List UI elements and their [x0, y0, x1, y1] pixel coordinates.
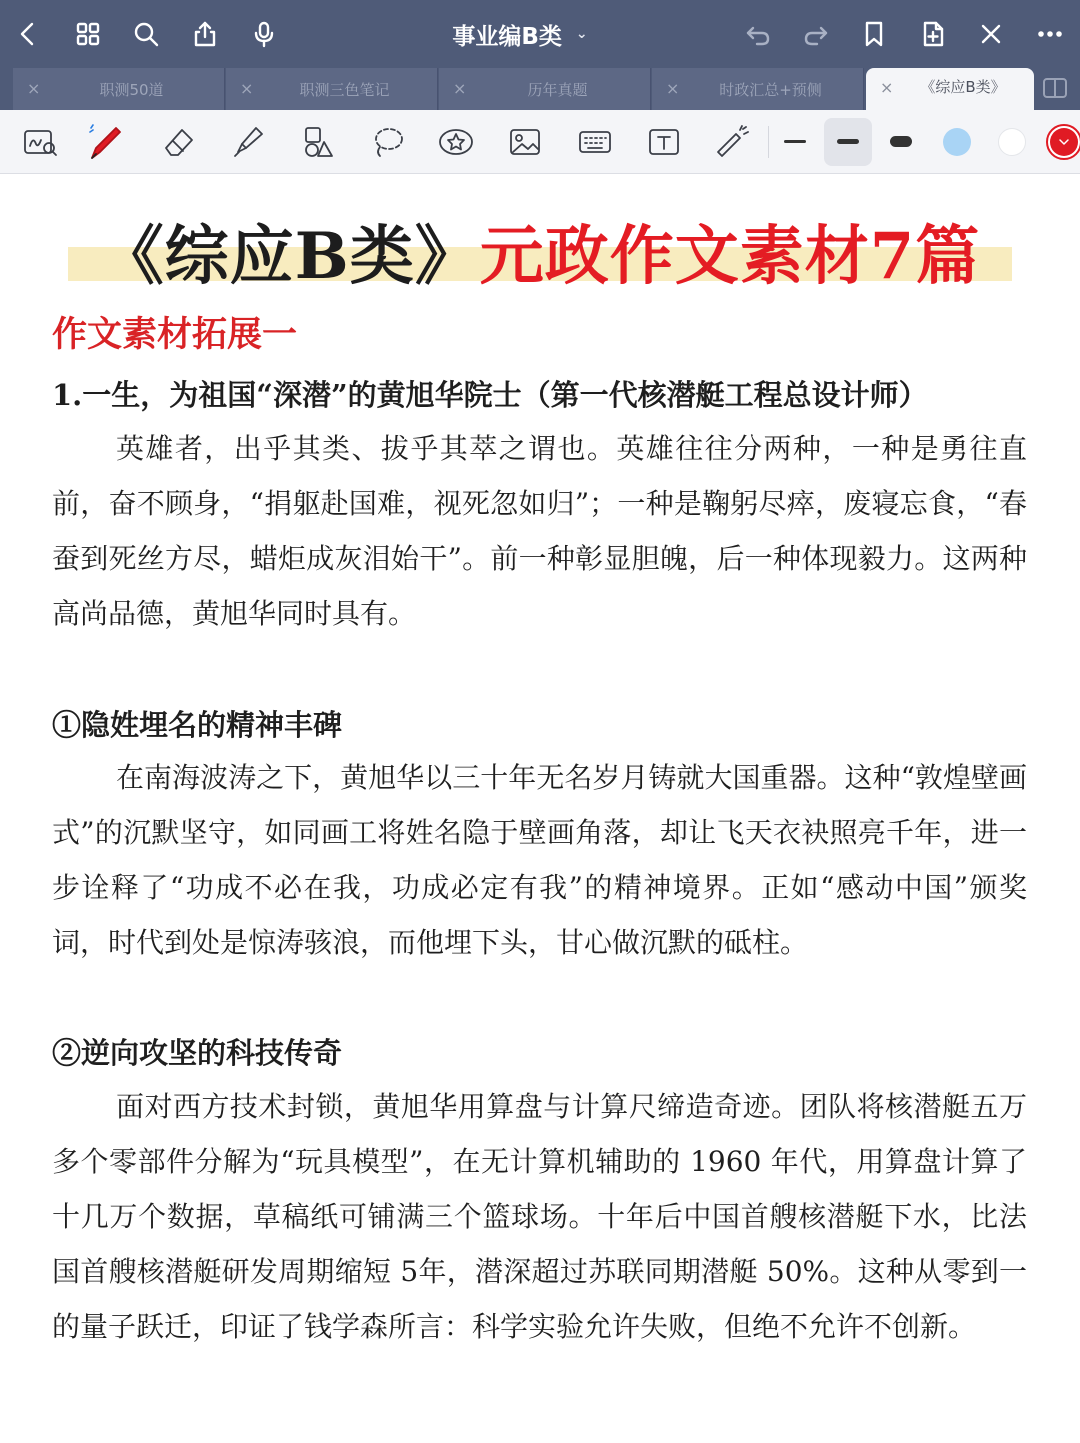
stroke-medium-icon[interactable]: [824, 118, 872, 166]
sticker-icon[interactable]: [432, 118, 480, 166]
bookmark-icon[interactable]: [854, 14, 894, 54]
highlighter-icon[interactable]: [224, 118, 272, 166]
document-title[interactable]: [420, 16, 620, 52]
tab-2[interactable]: [226, 68, 438, 110]
handwriting-recognition-icon[interactable]: [16, 118, 64, 166]
color-white-swatch[interactable]: [988, 118, 1036, 166]
drawing-toolbar: [0, 110, 1080, 174]
undo-icon[interactable]: [738, 14, 778, 54]
title-black-part: 《综应B类》: [99, 219, 480, 294]
microphone-icon[interactable]: [244, 14, 284, 54]
pen-icon[interactable]: [82, 118, 130, 166]
tab-close-icon[interactable]: ×: [27, 79, 41, 98]
stroke-thin-icon[interactable]: [771, 118, 819, 166]
top-navigation-bar: [0, 0, 1080, 68]
more-icon[interactable]: [1030, 14, 1070, 54]
shapes-icon[interactable]: [294, 118, 342, 166]
search-icon[interactable]: [126, 14, 166, 54]
tab-label: 职测50道: [99, 81, 164, 99]
share-icon[interactable]: [185, 14, 225, 54]
tab-1[interactable]: [13, 68, 225, 110]
chevron-down-icon: ⌄: [575, 26, 588, 42]
tab-label: 时政汇总+预侧: [719, 81, 822, 99]
tab-3[interactable]: [439, 68, 651, 110]
color-light-blue-swatch[interactable]: [933, 118, 981, 166]
item-heading: 1.一生，为祖国“深潜”的黄旭华院士（第一代核潜艇工程总设计师）: [52, 378, 928, 412]
close-icon[interactable]: [971, 14, 1011, 54]
document-main-title: [40, 205, 1040, 297]
subsection-1-paragraph: 在南海波涛之下，黄旭华以三十年无名岁月铸就大国重器。这种“敦煌壁画式”的沉默坚守，如同画工将姓名隐于壁画角落，却让飞天衣袂照亮千年，进一步诠释了“功成不必在我，功成必定有我”的精神境界。正如“感动中国”颁奖词，时代到处是惊涛骇浪，而他埋下头，甘心做沉默的砥柱。: [52, 761, 1027, 959]
tab-close-icon[interactable]: ×: [453, 79, 467, 98]
split-view-icon[interactable]: [1042, 76, 1070, 102]
tab-4[interactable]: [652, 68, 864, 110]
tab-close-icon[interactable]: ×: [666, 79, 680, 98]
lasso-icon[interactable]: [364, 118, 412, 166]
tab-strip: [0, 68, 1080, 110]
tab-label: 《综应B类》: [920, 78, 1006, 96]
keyboard-icon[interactable]: [571, 118, 619, 166]
image-icon[interactable]: [501, 118, 549, 166]
grid-icon[interactable]: [68, 14, 108, 54]
laser-pointer-icon[interactable]: [708, 118, 756, 166]
toolbar-divider: [768, 126, 769, 158]
color-red-swatch-selected[interactable]: [1040, 118, 1080, 166]
tab-5-active[interactable]: [866, 68, 1034, 112]
subsection-2-paragraph: 面对西方技术封锁，黄旭华用算盘与计算尺缔造奇迹。团队将核潜艇五万多个零部件分解为“玩具模型”，在无计算机辅助的 1960 年代，用算盘计算了十几万个数据，草稿纸可铺满三个篮球场。十年后中国首艘核潜艇下水，比法国首艘核潜艇研发周期缩短 5年，潜深超过苏联同期潜艇 50%。这种从零到一的量子跃迁，印证了钱学森所言：科学实验允许失败，但绝不允许不创新。: [52, 1090, 1027, 1343]
intro-paragraph: 英雄者，出乎其类、拔乎其萃之谓也。英雄往往分两种，一种是勇往直前，奋不顾身，“捐躯赴国难，视死忽如归”；一种是鞠躬尽瘁，废寝忘食，“春蚕到死丝方尽，蜡炬成灰泪始干”。前一种彰显胆魄，后一种体现毅力。这两种高尚品德，黄旭华同时具有。: [52, 432, 1027, 630]
document-page[interactable]: [0, 175, 1080, 1443]
title-red-part: 元政作文素材7篇: [479, 219, 981, 294]
stroke-thick-icon[interactable]: [877, 118, 925, 166]
subheading-2: ②逆向攻坚的科技传奇: [52, 1036, 343, 1070]
section-heading: 作文素材拓展一: [52, 314, 298, 355]
tab-label: 职测三色笔记: [299, 81, 390, 99]
eraser-icon[interactable]: [154, 118, 202, 166]
tab-close-icon[interactable]: ×: [880, 78, 894, 97]
tab-label: 历年真题: [527, 81, 588, 99]
add-page-icon[interactable]: [913, 14, 953, 54]
text-box-icon[interactable]: [640, 118, 688, 166]
back-icon[interactable]: [8, 14, 48, 54]
subheading-1: ①隐姓埋名的精神丰碑: [52, 708, 343, 742]
tab-close-icon[interactable]: ×: [240, 79, 254, 98]
redo-icon[interactable]: [796, 14, 836, 54]
document-title-text: 事业编B类: [452, 23, 562, 50]
